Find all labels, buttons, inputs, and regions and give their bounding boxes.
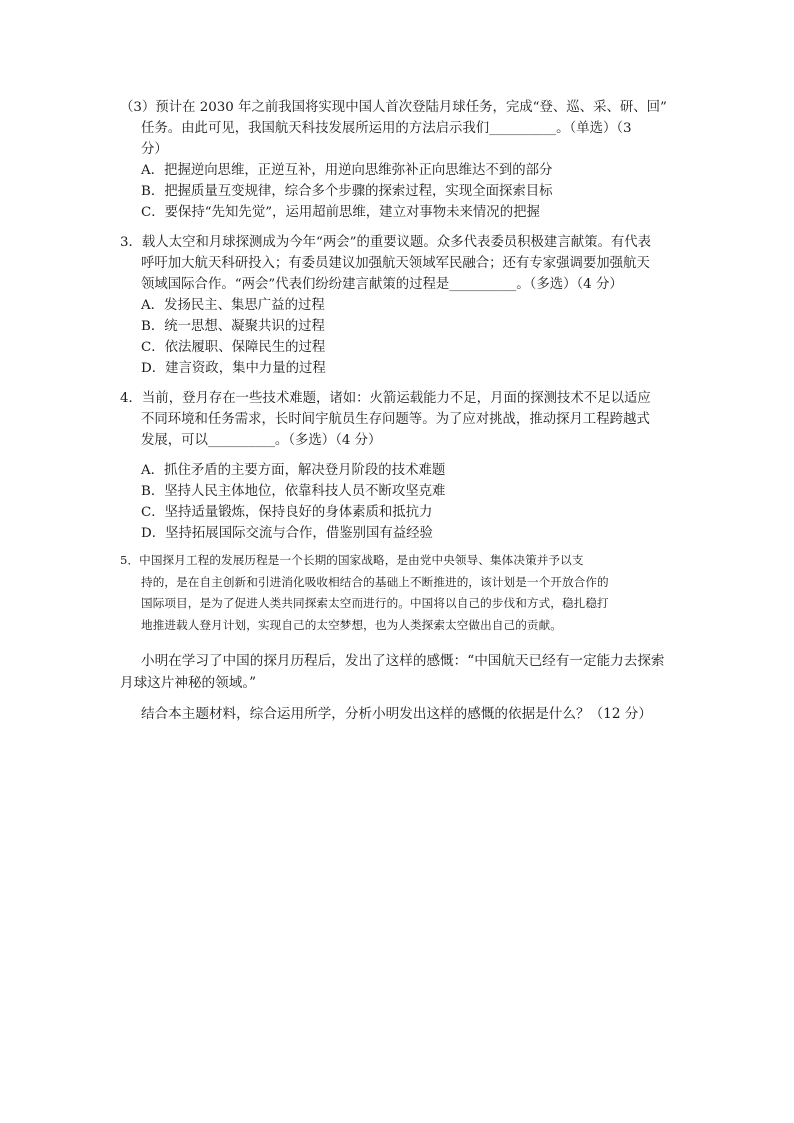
option-b: B．把握质量互变规律，综合多个步骤的探索过程，实现全面探索目标	[141, 184, 553, 199]
question-line: 不同环境和任务需求，长时间宇航员生存问题等。为了应对挑战，推动探月工程跨越式	[141, 412, 650, 427]
material-line: 国际项目，是为了促进人类共同探索太空而进行的。中国将以自己的步伐和方式，稳扎稳打	[141, 596, 609, 610]
question-line: 领域国际合作。“两会”代表们纷纷建言献策的过程是__________。（多选）（4 分）	[141, 277, 623, 292]
question-3	[120, 232, 686, 379]
question-line: 发展，可以__________。（多选）（4 分）	[141, 433, 382, 448]
option-a: A．抓住矛盾的主要方面，解决登月阶段的技术难题	[141, 463, 446, 478]
option-d: D．坚持拓展国际交流与合作，借鉴别国有益经验	[141, 526, 433, 541]
paragraph-line: 月球这片神秘的领域。”	[120, 675, 257, 691]
question-4	[120, 388, 686, 451]
paragraph-line: 结合本主题材料，综合运用所学，分析小明发出这样的感慨的依据是什么？（12 分）	[141, 706, 652, 722]
question-line: 4．当前，登月存在一些技术难题，诸如：火箭运载能力不足，月面的探测技术不足以适应	[120, 391, 651, 406]
material-line: 5．中国探月工程的发展历程是一个长期的国家战略，是由党中央领导、集体决策并予以支	[120, 553, 584, 567]
question-line: （3）预计在 2030 年之前我国将实现中国人首次登陆月球任务，完成“登、巡、采、研、回”	[120, 100, 667, 115]
question-5-paragraph-2	[120, 703, 686, 725]
option-c: C．要保持“先知先觉”，运用超前思维，建立对事物未来情况的把握	[141, 205, 540, 220]
question-3-sub	[120, 97, 686, 223]
option-c: C．依法履职、保障民生的过程	[141, 340, 326, 355]
option-b: B．坚持人民主体地位，依靠科技人员不断攻坚克难	[141, 484, 446, 499]
option-c: C．坚持适量锻炼，保持良好的身体素质和抵抗力	[141, 505, 433, 520]
question-5-paragraph-1	[120, 650, 686, 694]
option-b: B．统一思想、凝聚共识的过程	[141, 319, 325, 334]
option-a: A．发扬民主、集思广益的过程	[141, 298, 325, 313]
question-line: 任务。由此可见，我国航天科技发展所运用的方法启示我们__________。（单选）（3	[141, 121, 632, 136]
question-line: 3．载人太空和月球探测成为今年“两会”的重要议题。众多代表委员积极建言献策。有代表	[120, 235, 652, 250]
option-a: A．把握逆向思维，正逆互补，用逆向思维弥补正向思维达不到的部分	[141, 163, 553, 178]
paragraph-line: 小明在学习了中国的探月历程后，发出了这样的感慨：“中国航天已经有一定能力去探索	[141, 653, 665, 669]
question-4-options	[120, 460, 686, 544]
question-5-material	[120, 550, 686, 636]
question-line: 分）	[141, 142, 168, 157]
option-d: D．建言资政，集中力量的过程	[141, 361, 326, 376]
material-line: 持的，是在自主创新和引进消化吸收相结合的基础上不断推进的，该计划是一个开放合作的	[141, 574, 609, 589]
material-line: 地推进载人登月计划，实现自己的太空梦想，也为人类探索太空做出自己的贡献。	[141, 617, 562, 632]
question-line: 呼吁加大航天科研投入；有委员建议加强航天领域军民融合；还有专家强调要加强航天	[141, 256, 650, 271]
